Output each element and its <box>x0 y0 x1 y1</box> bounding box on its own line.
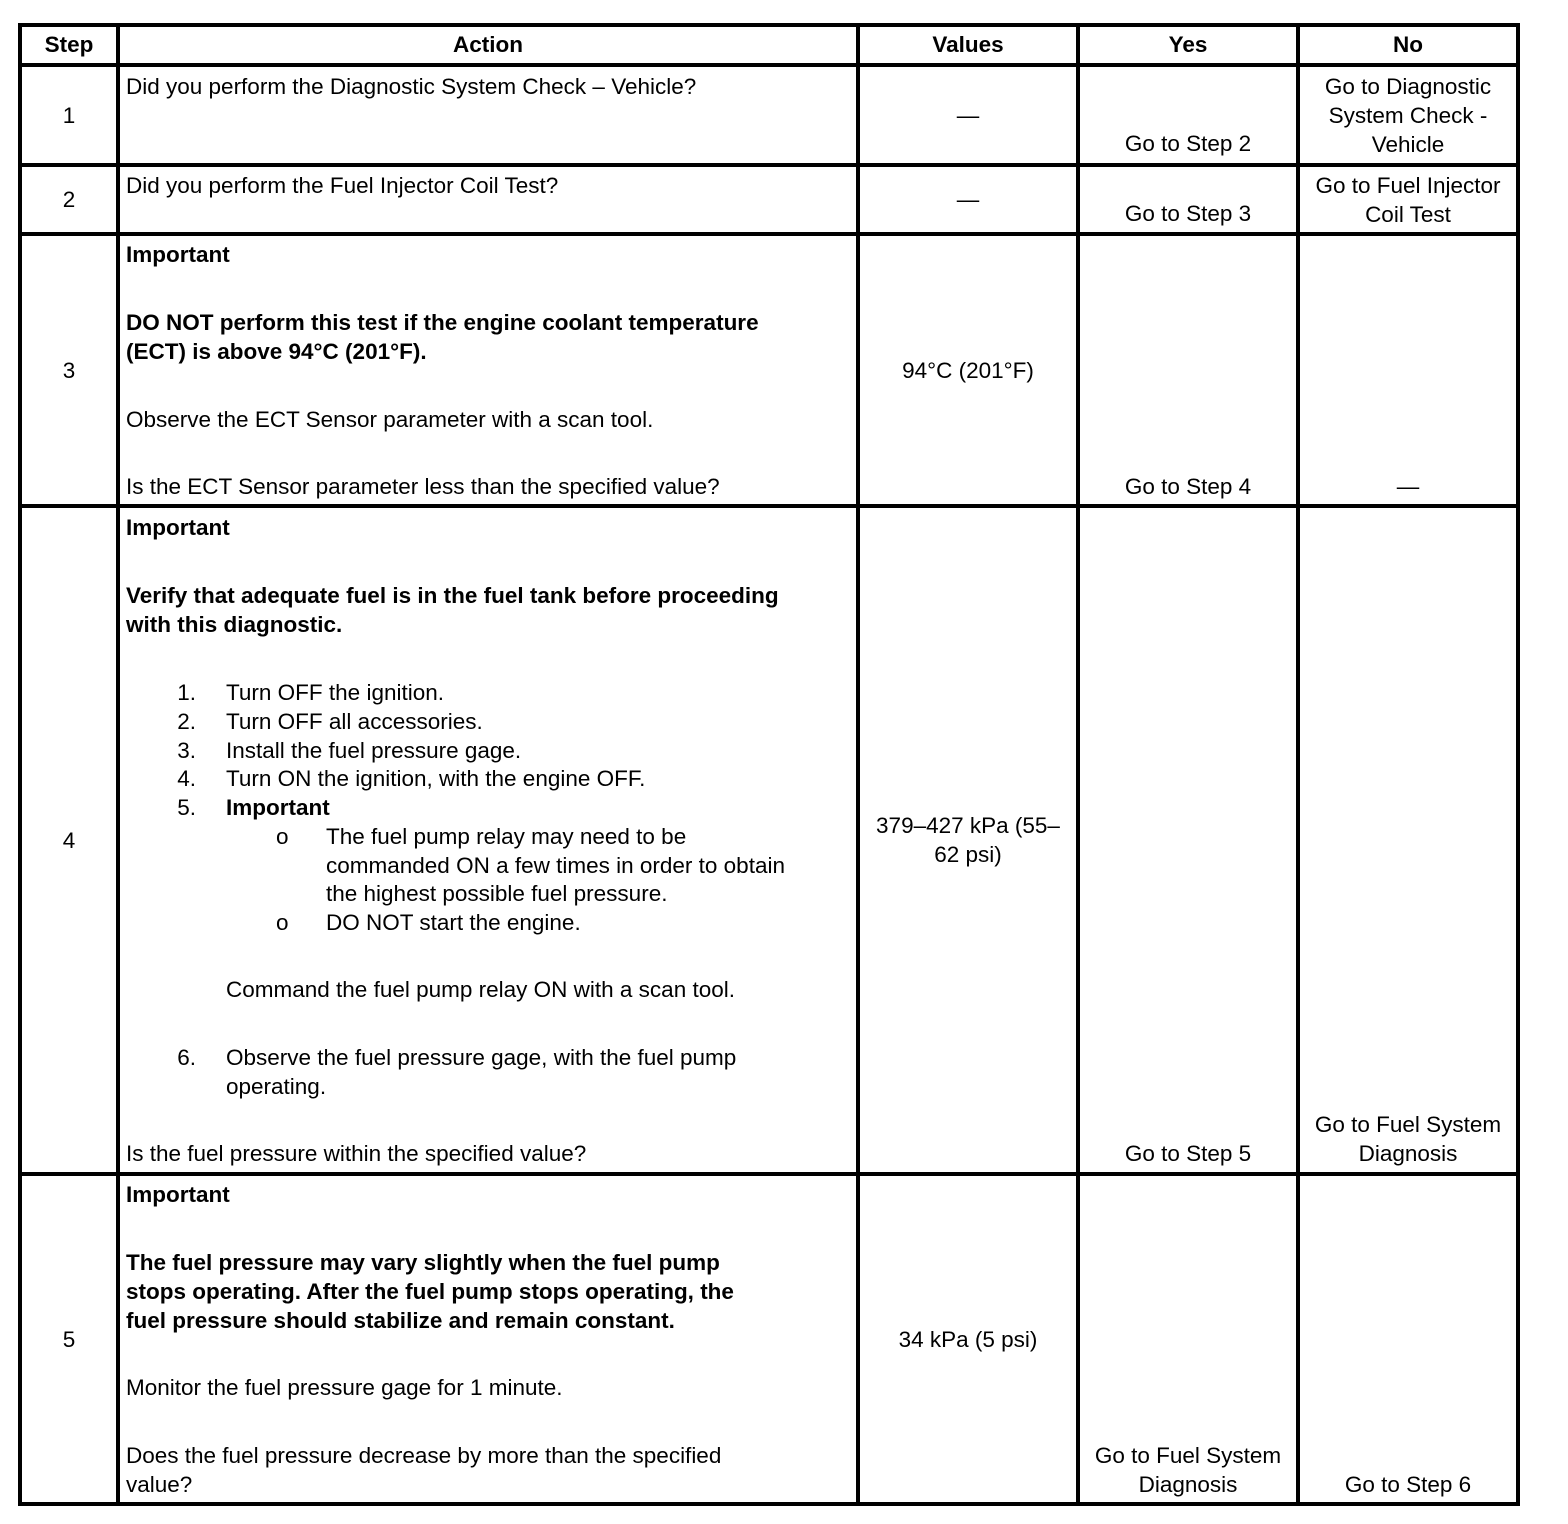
bullet-icon: o <box>276 910 289 935</box>
no-line: Diagnosis <box>1358 1141 1458 1166</box>
step-number: 2 <box>62 187 76 212</box>
important-label: Important <box>126 242 230 267</box>
warning-line: The fuel pressure may vary slightly when the fuel pump <box>126 1250 720 1275</box>
list-item: Turn ON the ignition, with the engine OFF. <box>226 766 646 791</box>
list-number: 2. <box>177 709 196 734</box>
header-values: Values <box>932 32 1004 57</box>
no-line: Go to Diagnostic <box>1324 74 1492 99</box>
warning-line: Verify that adequate fuel is in the fuel tank before proceeding <box>126 583 779 608</box>
no-line: Go to Fuel Injector <box>1315 173 1501 198</box>
step-number: 1 <box>62 102 76 128</box>
no-link <box>1298 72 1518 159</box>
list-number: 1. <box>177 680 196 705</box>
list-item: Install the fuel pressure gage. <box>226 738 522 763</box>
instruction-text: Observe the ECT Sensor parameter with a scan tool. <box>126 407 654 432</box>
bullet-line: DO NOT start the engine. <box>326 910 581 935</box>
warning-line: fuel pressure should stabilize and remain constant. <box>126 1308 675 1333</box>
no-link <box>1298 1110 1518 1168</box>
no-line: System Check - <box>1328 103 1488 128</box>
instruction-text: Monitor the fuel pressure gage for 1 minute. <box>126 1375 563 1400</box>
action-text: Did you perform the Fuel Injector Coil Test? <box>126 173 559 198</box>
header-action: Action <box>453 32 523 57</box>
bullet-line: the highest possible fuel pressure. <box>326 881 668 906</box>
warning-line: DO NOT perform this test if the engine coolant temperature <box>126 310 759 335</box>
command-text: Command the fuel pump relay ON with a scan tool. <box>226 977 735 1002</box>
header-yes: Yes <box>1168 32 1208 57</box>
value-text: — <box>956 187 980 212</box>
question-text: Is the fuel pressure within the specified value? <box>126 1141 587 1166</box>
value-line: 379–427 kPa (55– <box>876 813 1060 838</box>
no-link: — <box>1396 474 1420 499</box>
header-step: Step <box>44 32 94 57</box>
list-item: operating. <box>226 1074 327 1099</box>
list-item: Turn OFF the ignition. <box>226 680 445 705</box>
header-no: No <box>1393 32 1423 57</box>
warning-line: with this diagnostic. <box>126 612 343 637</box>
list-item: Observe the fuel pressure gage, with the fuel pump <box>226 1045 737 1070</box>
value-text: — <box>956 102 980 128</box>
list-item: Turn OFF all accessories. <box>226 709 483 734</box>
list-number: 3. <box>177 738 196 763</box>
step-number: 3 <box>62 357 76 383</box>
question-line: value? <box>126 1472 193 1497</box>
important-label: Important <box>126 515 230 540</box>
yes-link: Go to Step 5 <box>1124 1141 1252 1166</box>
yes-line: Diagnosis <box>1138 1472 1238 1497</box>
value-text: 94°C (201°F) <box>902 357 1034 383</box>
list-number: 4. <box>177 766 196 791</box>
yes-link: Go to Step 3 <box>1124 201 1252 226</box>
action-text: Did you perform the Diagnostic System Check – Vehicle? <box>126 74 697 99</box>
no-line: Go to Fuel System <box>1314 1112 1502 1137</box>
list-item-important: Important <box>226 795 330 820</box>
value-text <box>858 811 1078 869</box>
step-number: 5 <box>62 1326 76 1352</box>
question-text: Is the ECT Sensor parameter less than the specified value? <box>126 474 720 499</box>
bullet-line: commanded ON a few times in order to obtain <box>326 853 785 878</box>
list-number: 6. <box>177 1045 196 1070</box>
warning-line: stops operating. After the fuel pump stops operating, the <box>126 1279 734 1304</box>
important-label: Important <box>126 1182 230 1207</box>
value-line: 62 psi) <box>934 842 1002 867</box>
no-line: Coil Test <box>1365 202 1451 227</box>
no-link <box>1298 171 1518 229</box>
bullet-line: The fuel pump relay may need to be <box>326 824 687 849</box>
yes-line: Go to Fuel System <box>1094 1443 1282 1468</box>
no-link: Go to Step 6 <box>1344 1472 1472 1497</box>
list-number: 5. <box>177 795 196 820</box>
no-line: Vehicle <box>1371 132 1445 157</box>
bullet-icon: o <box>276 824 289 849</box>
question-line: Does the fuel pressure decrease by more than the specified <box>126 1443 722 1468</box>
step-number: 4 <box>62 827 76 853</box>
yes-link: Go to Step 4 <box>1124 474 1252 499</box>
yes-link <box>1078 1441 1298 1499</box>
warning-line: (ECT) is above 94°C (201°F). <box>126 339 427 364</box>
value-text: 34 kPa (5 psi) <box>898 1326 1038 1352</box>
yes-link: Go to Step 2 <box>1124 131 1252 156</box>
